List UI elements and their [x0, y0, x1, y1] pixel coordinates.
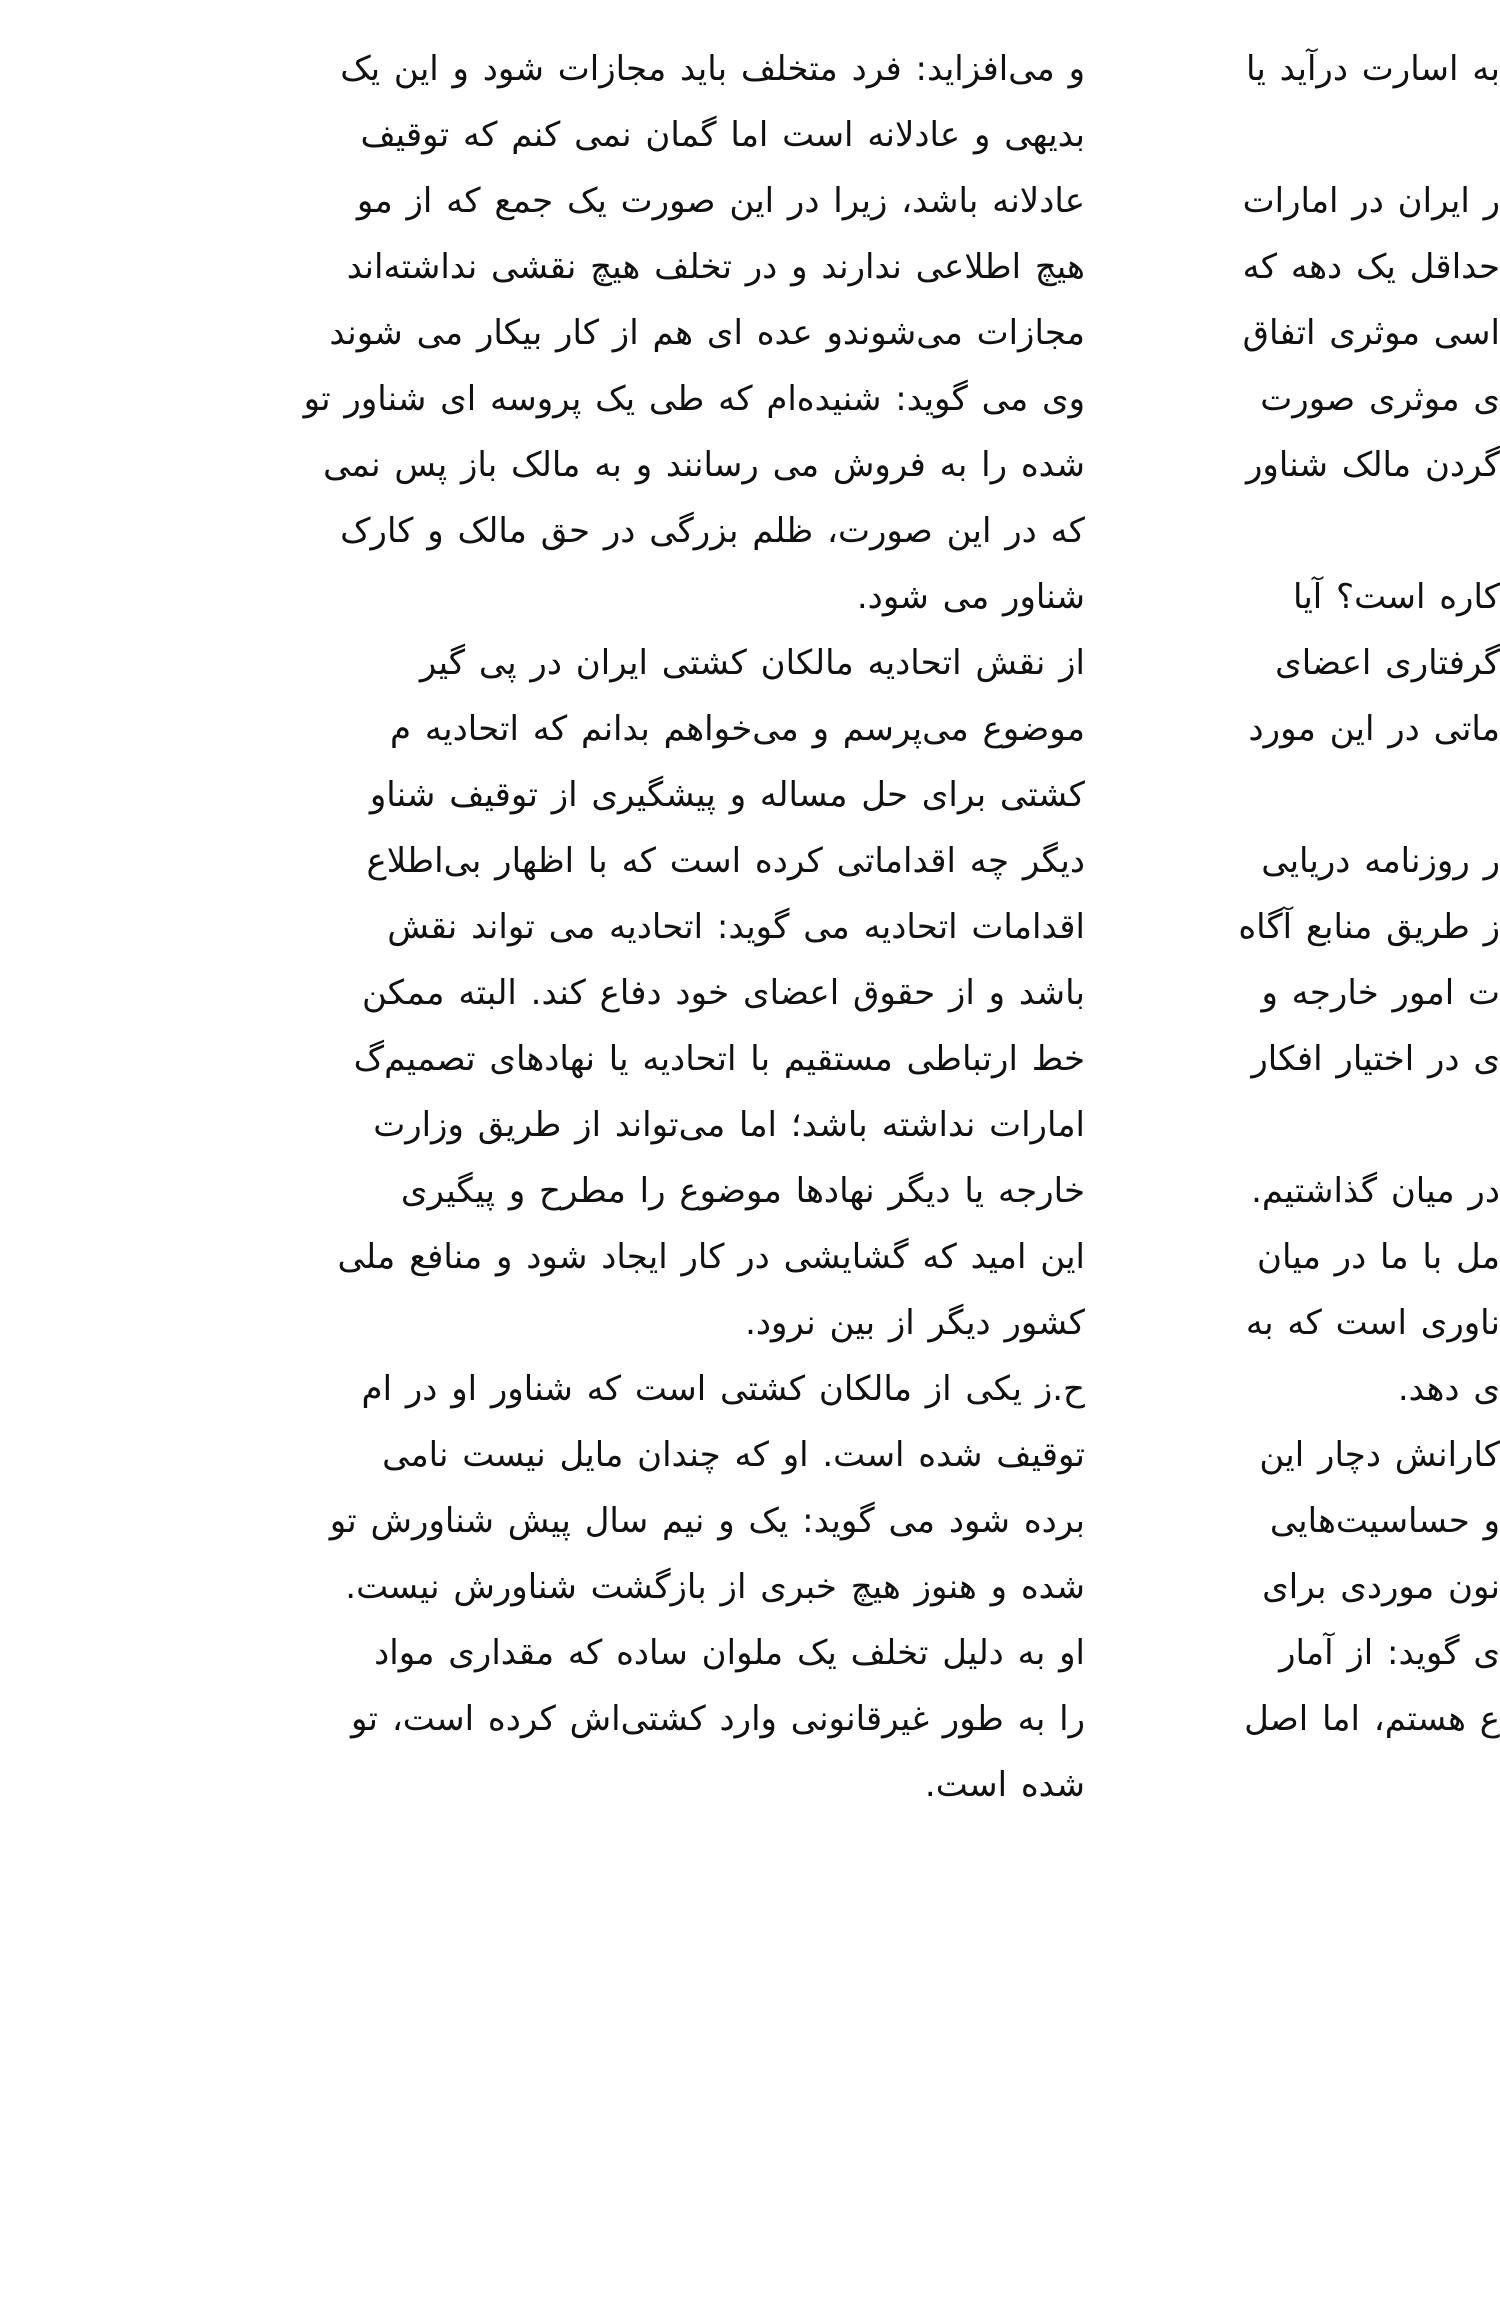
left-line: و می‌افزاید: فرد متخلف باید مجازات شود و این یک	[340, 49, 1085, 89]
right-line: ماتی در این مورد	[1248, 709, 1500, 749]
right-line: ی موثری صورت	[1260, 379, 1500, 419]
right-line: و حساسیت‌هایی	[1269, 1501, 1500, 1541]
left-line: توقیف شده است. او که چندان مایل نیست نامی	[382, 1435, 1085, 1475]
right-line: ز طریق منابع آگاه	[1238, 907, 1500, 947]
right-line: ی دهد.	[1397, 1369, 1500, 1409]
left-line: خط ارتباطی مستقیم با اتحادیه یا نهادهای تصمیم‌گ	[353, 1039, 1085, 1079]
right-line: به اسارت درآید یا	[1246, 49, 1500, 89]
left-line: موضوع می‌پرسم و می‌خواهم بدانم که اتحادیه م	[390, 709, 1085, 749]
right-line: گردن مالک شناور	[1246, 445, 1500, 485]
left-line: دیگر چه اقداماتی کرده است که با اظهار بی‌اطلاع	[366, 841, 1085, 881]
left-line: وی می گوید: شنیده‌ام که طی یک پروسه ای شناور تو	[303, 379, 1085, 419]
left-line: این امید که گشایشی در کار ایجاد شود و منافع ملی	[337, 1237, 1085, 1277]
right-line: اسی موثری اتفاق	[1242, 313, 1500, 353]
right-line: مل با ما در میان	[1257, 1237, 1500, 1277]
left-line: ح.ز یکی از مالکان کشتی است که شناور او در ام	[361, 1369, 1085, 1409]
right-line: گرفتاری اعضای	[1275, 643, 1500, 683]
right-line: در میان گذاشتیم.	[1251, 1171, 1500, 1211]
right-line: ت امور خارجه و	[1261, 973, 1500, 1013]
left-line: امارات نداشته باشد؛ اما می‌تواند از طریق وزارت	[373, 1105, 1085, 1145]
left-line: او به دلیل تخلف یک ملوان ساده که مقداری مواد	[374, 1633, 1085, 1673]
right-line: کارانش دچار این	[1259, 1435, 1500, 1475]
left-line: شده است.	[924, 1765, 1085, 1805]
right-line: ناوری است که به	[1245, 1303, 1500, 1343]
right-line: نون موردی برای	[1262, 1567, 1500, 1607]
left-line: برده شود می گوید: یک و نیم سال پیش شناورش تو	[329, 1501, 1085, 1541]
right-line: ع هستم، اما اصل	[1244, 1699, 1500, 1739]
left-line: را به طور غیرقانونی وارد کشتی‌اش کرده است، تو	[350, 1699, 1085, 1739]
right-line: حداقل یک دهه که	[1242, 247, 1500, 287]
left-line: شناور می شود.	[856, 577, 1085, 617]
left-line: باشد و از حقوق اعضای خود دفاع کند. البته ممکن	[361, 973, 1085, 1013]
left-line: اقدامات اتحادیه می گوید: اتحادیه می تواند نقش	[387, 907, 1085, 947]
left-line: که در این صورت، ظلم بزرگی در حق مالک و کارک	[340, 511, 1085, 551]
right-line: ی در اختیار افکار	[1251, 1039, 1500, 1079]
right-line: کاره است؟ آیا	[1292, 577, 1500, 617]
right-line: ر ایران در امارات	[1242, 181, 1500, 221]
left-line: بدیهی و عادلانه است اما گمان نمی کنم که توقیف	[360, 115, 1085, 155]
right-line: ر روزنامه دریایی	[1261, 841, 1500, 881]
left-line: عادلانه باشد، زیرا در این صورت یک جمع که از مو	[356, 181, 1085, 221]
right-column	[1140, 0, 1500, 2317]
left-line: شده و هنوز هیچ خبری از بازگشت شناورش نیست.	[345, 1567, 1085, 1607]
left-line: از نقش اتحادیه مالکان کشتی ایران در پی گیر	[419, 643, 1085, 683]
left-line: مجازات می‌شوندو عده ای هم از کار بیکار می شوند	[329, 313, 1085, 353]
left-line: هیچ اطلاعی ندارند و در تخلف هیچ نقشی نداشته‌اند	[346, 247, 1085, 287]
left-line: خارجه یا دیگر نهادها موضوع را مطرح و پیگیری	[400, 1171, 1085, 1211]
right-line: ی گوید: از آمار	[1279, 1633, 1500, 1673]
left-line: کشتی برای حل مساله و پیشگیری از توقیف شناو	[369, 775, 1085, 815]
left-line: کشور دیگر از بین نرود.	[745, 1303, 1085, 1343]
left-line: شده را به فروش می رسانند و به مالک باز پس نمی	[323, 445, 1085, 485]
